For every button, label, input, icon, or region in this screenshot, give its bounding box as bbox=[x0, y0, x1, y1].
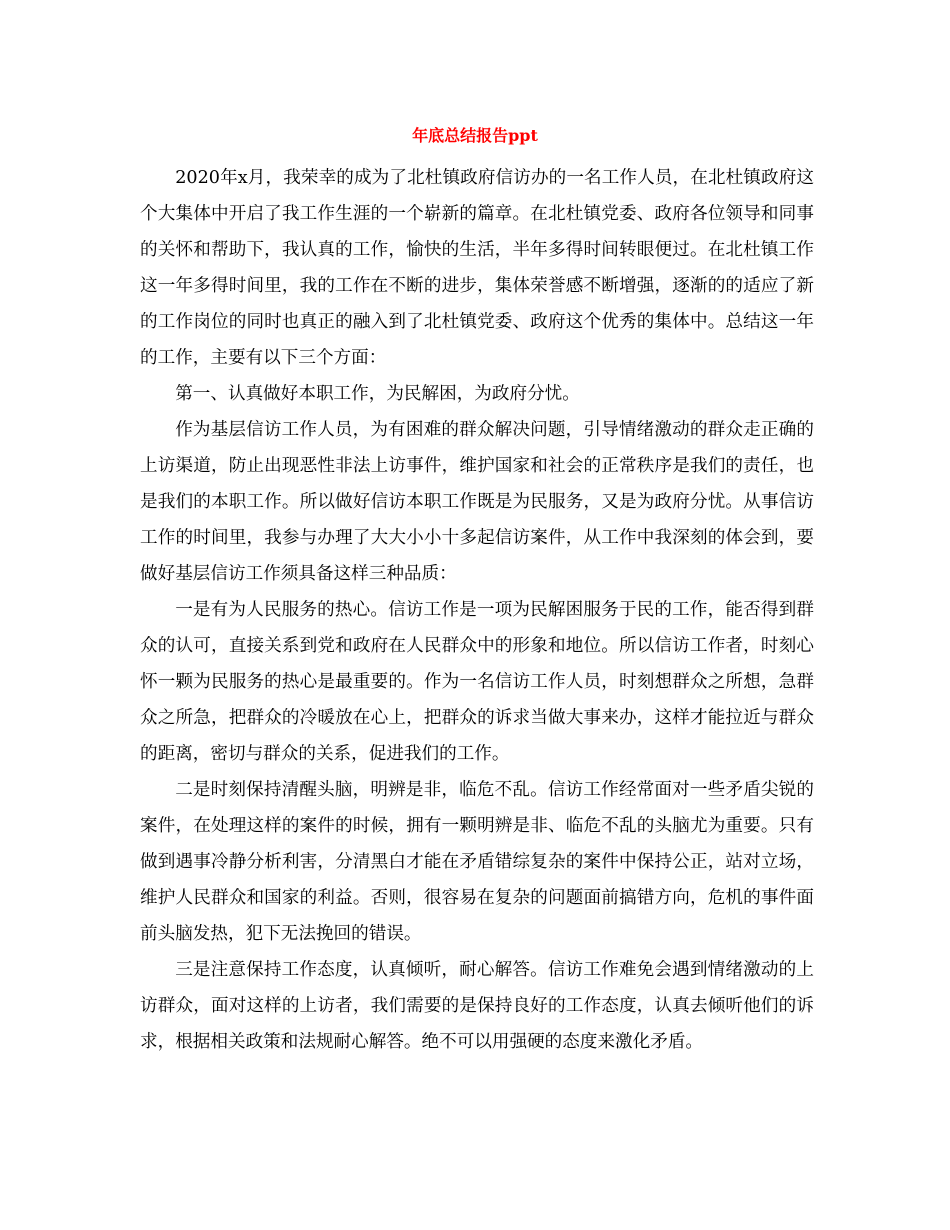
document-title: 年底总结报告ppt bbox=[412, 126, 538, 145]
paragraph-section-heading: 第一、认真做好本职工作，为民解困，为政府分忧。 bbox=[175, 384, 580, 404]
document-body bbox=[140, 160, 814, 1060]
paragraph-quality-one: 一是有为人民服务的热心。信访工作是一项为民解困服务于民的工作，能否得到群众的认可，直接关系到党和政府在人民群众中的形象和地位。所以信访工作者，时刻心怀一颗为民服务的热心是最重要的。作为一名信访工作人员，时刻想群众之所想，急群众之所急，把群众的冷暖放在心上，把群众的诉求当做大事来办，这样才能拉近与群众的距离，密切与群众的关系，促进我们的工作。 bbox=[140, 600, 814, 764]
paragraph-section-body: 作为基层信访工作人员，为有困难的群众解决问题，引导情绪激动的群众走正确的上访渠道，防止出现恶性非法上访事件，维护国家和社会的正常秩序是我们的责任，也是我们的本职工作。所以做好信访本职工作既是为民服务，又是为政府分忧。从事信访工作的时间里，我参与办理了大大小小十多起信访案件，从工作中我深刻的体会到，要做好基层信访工作须具备这样三种品质： bbox=[140, 420, 814, 584]
paragraph-quality-two: 二是时刻保持清醒头脑，明辨是非，临危不乱。信访工作经常面对一些矛盾尖锐的案件，在处理这样的案件的时候，拥有一颗明辨是非、临危不乱的头脑尤为重要。只有做到遇事冷静分析利害，分清黑白才能在矛盾错综复杂的案件中保持公正，站对立场，维护人民群众和国家的利益。否则，很容易在复杂的问题面前搞错方向，危机的事件面前头脑发热，犯下无法挽回的错误。 bbox=[140, 780, 814, 944]
paragraph-intro: 2020年x月，我荣幸的成为了北杜镇政府信访办的一名工作人员，在北杜镇政府这个大集体中开启了我工作生涯的一个崭新的篇章。在北杜镇党委、政府各位领导和同事的关怀和帮助下，我认真的工作，愉快的生活，半年多得时间转眼便过。在北杜镇工作这一年多得时间里，我的工作在不断的进步，集体荣誉感不断增强，逐渐的的适应了新的工作岗位的同时也真正的融入到了北杜镇党委、政府这个优秀的集体中。总结这一年的工作，主要有以下三个方面： bbox=[140, 168, 814, 368]
paragraph-quality-three: 三是注意保持工作态度，认真倾听，耐心解答。信访工作难免会遇到情绪激动的上访群众，面对这样的上访者，我们需要的是保持良好的工作态度，认真去倾听他们的诉求，根据相关政策和法规耐心解答。绝不可以用强硬的态度来激化矛盾。 bbox=[140, 960, 814, 1052]
